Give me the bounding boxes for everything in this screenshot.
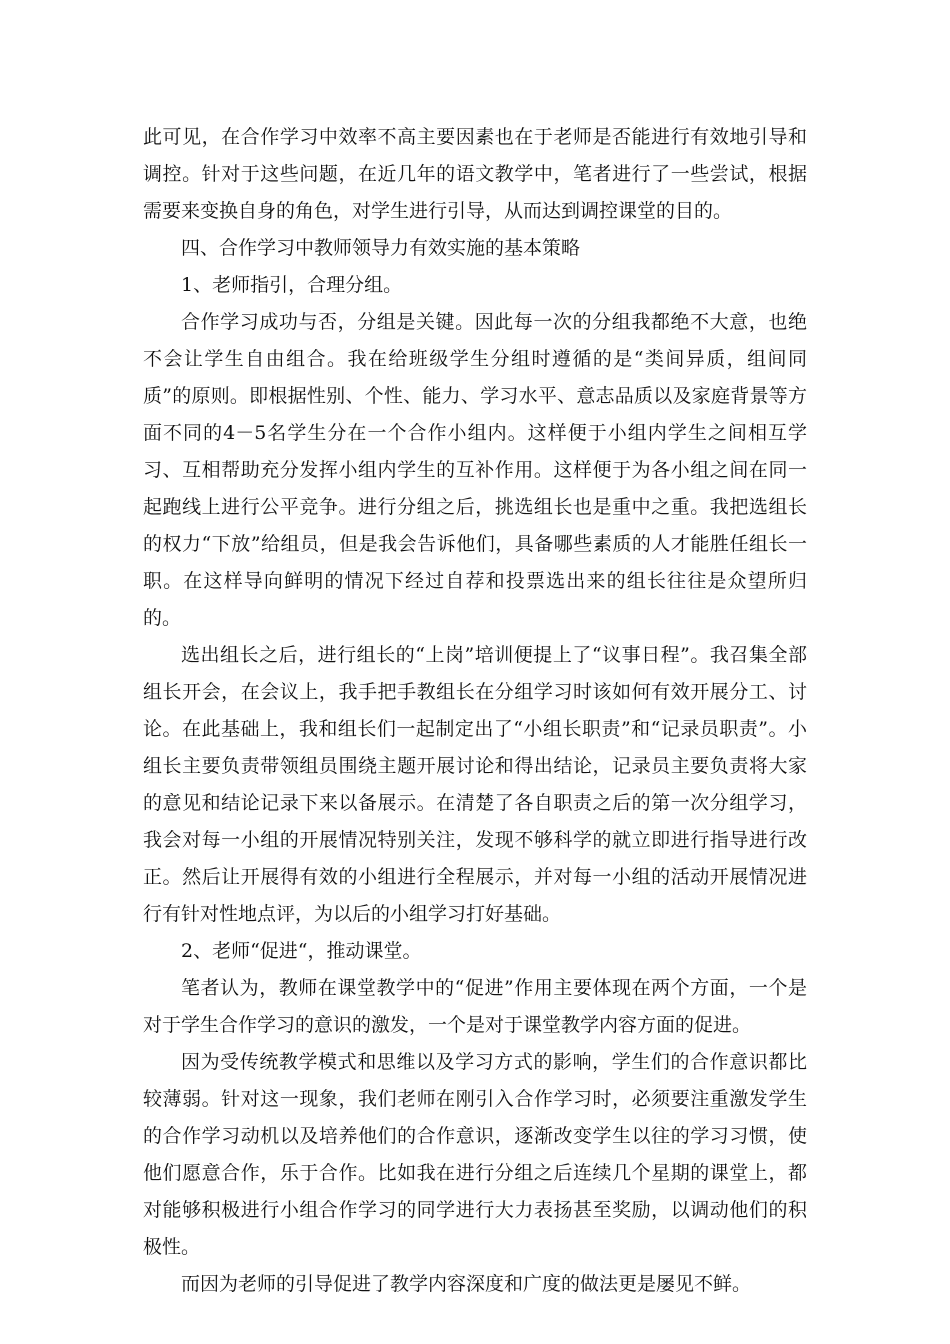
paragraph-content-depth: 而因为老师的引导促进了教学内容深度和广度的做法更是屡见不鲜。 [181, 1273, 752, 1295]
paragraph-promotion-role: 笔者认为，教师在课堂教学中的“促进”作用主要体现在两个方面，一个是对于学生合作学习的意识的激发，一个是对于课堂教学内容方面的促进。 [143, 977, 807, 1036]
subheading-grouping: 1、老师指引，合理分组。 [181, 274, 403, 296]
paragraph-grouping: 合作学习成功与否，分组是关键。因此每一次的分组我都绝不大意，也绝不会让学生自由组合。我在给班级学生分组时遵循的是“类间异质，组间同质”的原则。即根据性别、个性、能力、学习水平、意志品质以及家庭背景等方面不同的4－5名学生分在一个合作小组内。这样便于小组内学生之间相互学习、互相帮助充分发挥小组内学生的互补作用。这样便于为各小组之间在同一起跑线上进行公平竞争。进行分组之后，挑选组长也是重中之重。我把选组长的权力“下放”给组员，但是我会告诉他们，具备哪些素质的人才能胜任组长一职。在这样导向鲜明的情况下经过自荐和投票选出来的组长往往是众望所归的。 [143, 311, 807, 629]
document-body [143, 119, 807, 1303]
paragraph-cooperation-awareness: 因为受传统教学模式和思维以及学习方式的影响，学生们的合作意识都比较薄弱。针对这一现象，我们老师在刚引入合作学习时，必须要注重激发学生的合作学习动机以及培养他们的合作意识，逐渐改变学生以往的学习习惯，使他们愿意合作，乐于合作。比如我在进行分组之后连续几个星期的课堂上，都对能够积极进行小组合作学习的同学进行大力表扬甚至奖励，以调动他们的积极性。 [143, 1051, 807, 1258]
section-heading-strategies: 四、合作学习中教师领导力有效实施的基本策略 [181, 237, 581, 259]
paragraph-leader-training: 选出组长之后，进行组长的“上岗”培训便提上了“议事日程”。我召集全部组长开会，在会议上，我手把手教组长在分组学习时该如何有效开展分工、讨论。在此基础上，我和组长们一起制定出了“小组长职责”和“记录员职责”。小组长主要负责带领组员围绕主题开展讨论和得出结论，记录员主要负责将大家的意见和结论记录下来以备展示。在清楚了各自职责之后的第一次分组学习，我会对每一小组的开展情况特别关注，发现不够科学的就立即进行指导进行改正。然后让开展得有效的小组进行全程展示，并对每一小组的活动开展情况进行有针对性地点评，为以后的小组学习打好基础。 [143, 644, 807, 925]
paragraph-continuation: 此可见，在合作学习中效率不高主要因素也在于老师是否能进行有效地引导和调控。针对于这些问题，在近几年的语文教学中，笔者进行了一些尝试，根据需要来变换自身的角色，对学生进行引导，从而达到调控课堂的目的。 [143, 126, 807, 222]
subheading-promotion: 2、老师“促进“，推动课堂。 [181, 940, 422, 962]
